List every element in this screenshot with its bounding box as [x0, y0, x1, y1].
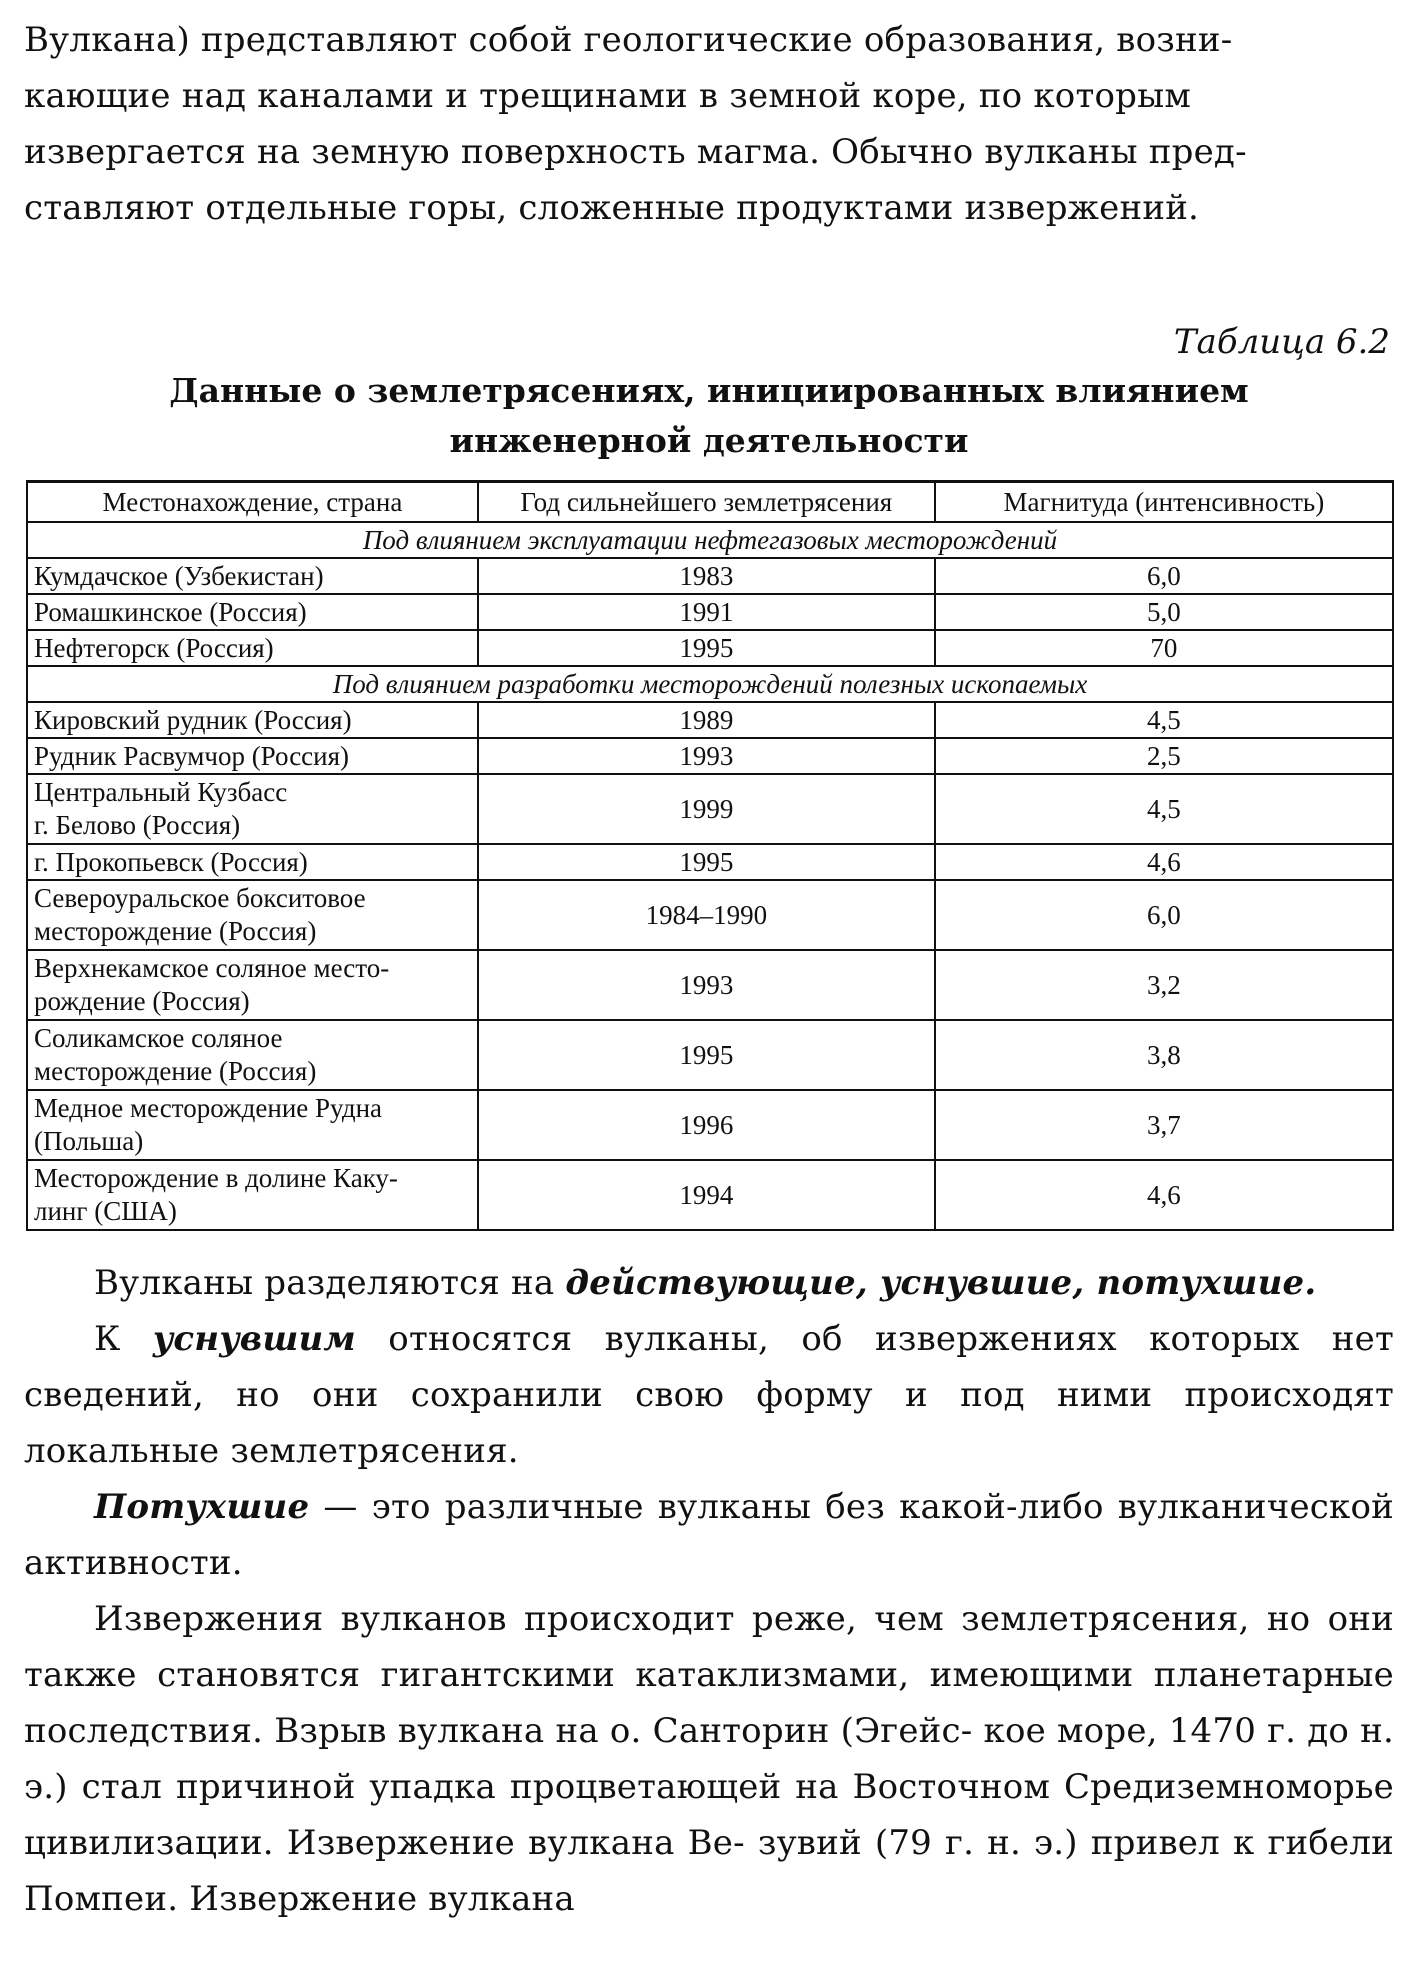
cell-location — [27, 1160, 478, 1230]
location-line: Верхнекамское соляное место- — [34, 953, 390, 983]
cell-year: 1995 — [478, 1020, 935, 1090]
earthquake-table — [26, 480, 1394, 1231]
table-row — [27, 1160, 1393, 1230]
cell-location — [27, 738, 478, 774]
intro-line: Вулкана) представляют собой геологические образования, возни- — [24, 20, 1233, 60]
cell-magnitude: 4,5 — [935, 702, 1393, 738]
para-text: — это различные вулканы без какой-либо вулканической активности. — [24, 1487, 1394, 1583]
intro-line: ставляют отдельные горы, сложенные продуктами извержений. — [24, 188, 1200, 228]
location-line: Месторождение в долине Каку- — [34, 1163, 398, 1193]
location-line: Ромашкинское (Россия) — [34, 596, 307, 627]
cell-magnitude: 5,0 — [935, 594, 1393, 630]
cell-location — [27, 594, 478, 630]
cell-location — [27, 630, 478, 666]
cell-location — [27, 880, 478, 950]
cell-location — [27, 844, 478, 880]
cell-location — [27, 774, 478, 844]
cell-location — [27, 702, 478, 738]
location-line: Рудник Расвумчор (Россия) — [34, 740, 350, 771]
table-title — [24, 366, 1394, 466]
cell-magnitude: 3,8 — [935, 1020, 1393, 1090]
cell-year: 1994 — [478, 1160, 935, 1230]
eruptions-paragraph — [24, 1591, 1394, 1927]
dormant-emphasis: уснувшим — [152, 1319, 356, 1359]
extinct-emphasis: Потухшие — [94, 1487, 310, 1527]
eruptions-line: планетарные последствия. Взрыв вулкана на о. Санторин (Эгейс- — [24, 1655, 1394, 1751]
cell-magnitude: 4,5 — [935, 774, 1393, 844]
location-line: Нефтегорск (Россия) — [34, 632, 274, 663]
eruptions-line: кое море, 1470 г. до н. э.) стал причиной упадка процветающей на — [24, 1711, 1394, 1807]
table-row — [27, 1090, 1393, 1160]
location-line: Североуральское бокситовое — [34, 883, 366, 913]
table-row — [27, 594, 1393, 630]
cell-year: 1995 — [478, 630, 935, 666]
table-row — [27, 950, 1393, 1020]
eruptions-line: Извержения вулканов происходит реже, чем землетрясения, — [94, 1599, 1250, 1639]
table-row — [27, 630, 1393, 666]
cell-magnitude: 3,2 — [935, 950, 1393, 1020]
cell-year: 1989 — [478, 702, 935, 738]
cell-magnitude: 2,5 — [935, 738, 1393, 774]
location-line: месторождение (Россия) — [34, 916, 317, 946]
cell-magnitude: 4,6 — [935, 1160, 1393, 1230]
header-year: Год сильнейшего землетрясения — [478, 482, 935, 523]
location-line: месторождение (Россия) — [34, 1056, 317, 1086]
location-line: г. Прокопьевск (Россия) — [34, 846, 308, 877]
location-line: Медное месторождение Рудна — [34, 1093, 383, 1123]
cell-magnitude: 6,0 — [935, 558, 1393, 594]
group-row — [27, 666, 1393, 702]
location-line: (Польша) — [34, 1126, 144, 1156]
intro-paragraph — [24, 12, 1394, 236]
cell-year: 1991 — [478, 594, 935, 630]
volcano-types-paragraph — [24, 1255, 1394, 1311]
cell-year: 1995 — [478, 844, 935, 880]
group-label: Под влиянием разработки месторождений полезных ископаемых — [27, 666, 1393, 702]
page — [24, 12, 1394, 1927]
table-row — [27, 1020, 1393, 1090]
cell-location — [27, 950, 478, 1020]
table-row — [27, 738, 1393, 774]
cell-magnitude: 4,6 — [935, 844, 1393, 880]
table-row — [27, 774, 1393, 844]
table-row — [27, 844, 1393, 880]
location-line: рождение (Россия) — [34, 986, 250, 1016]
intro-line: кающие над каналами и трещинами в земной коре, по которым — [24, 76, 1192, 116]
header-location: Местонахождение, страна — [27, 482, 478, 523]
cell-location — [27, 1020, 478, 1090]
para-text: Вулканы разделяются на — [94, 1263, 566, 1303]
dormant-paragraph — [24, 1311, 1394, 1479]
cell-magnitude: 6,0 — [935, 880, 1393, 950]
table-row — [27, 880, 1393, 950]
volcano-types-emphasis: действующие, уснувшие, потухшие. — [565, 1263, 1317, 1303]
para-text: К — [94, 1319, 153, 1359]
table-header-row — [27, 482, 1393, 523]
para-text: относятся вулканы, об извержениях которых нет сведений, но они сохранили свою форму и под ними происходят локальные землетрясения. — [24, 1319, 1394, 1471]
cell-year: 1993 — [478, 738, 935, 774]
cell-year: 1984–1990 — [478, 880, 935, 950]
cell-year: 1999 — [478, 774, 935, 844]
location-line: Кумдачское (Узбекистан) — [34, 560, 324, 591]
group-row — [27, 522, 1393, 558]
table-caption: Таблица 6.2 — [1173, 322, 1390, 362]
location-line: Соликамское соляное — [34, 1023, 283, 1053]
cell-year: 1993 — [478, 950, 935, 1020]
cell-magnitude: 70 — [935, 630, 1393, 666]
cell-magnitude: 3,7 — [935, 1090, 1393, 1160]
table-row — [27, 702, 1393, 738]
eruptions-line: но они также становятся гигантскими катаклизмами, имеющими — [24, 1599, 1394, 1695]
extinct-paragraph — [24, 1479, 1394, 1591]
eruptions-line: Восточном Средиземноморье цивилизации. Извержение вулкана Ве- — [24, 1767, 1394, 1863]
cell-year: 1983 — [478, 558, 935, 594]
table-title-line: Данные о землетрясениях, инициированных влиянием — [169, 371, 1249, 410]
cell-location — [27, 1090, 478, 1160]
header-magnitude: Магнитуда (интенсивность) — [935, 482, 1393, 523]
table-row — [27, 558, 1393, 594]
cell-location — [27, 558, 478, 594]
location-line: г. Белово (Россия) — [34, 810, 241, 840]
eruptions-line: зувий (79 г. н. э.) привел к гибели Помпеи. Извержение вулкана — [24, 1823, 1394, 1919]
intro-line: извергается на земную поверхность магма. Обычно вулканы пред- — [24, 132, 1247, 172]
cell-year: 1996 — [478, 1090, 935, 1160]
location-line: Кировский рудник (Россия) — [34, 704, 352, 735]
location-line: Центральный Кузбасс — [34, 777, 288, 807]
group-label: Под влиянием эксплуатации нефтегазовых месторождений — [27, 522, 1393, 558]
table-title-line: инженерной деятельности — [449, 421, 969, 460]
location-line: линг (США) — [34, 1196, 177, 1226]
